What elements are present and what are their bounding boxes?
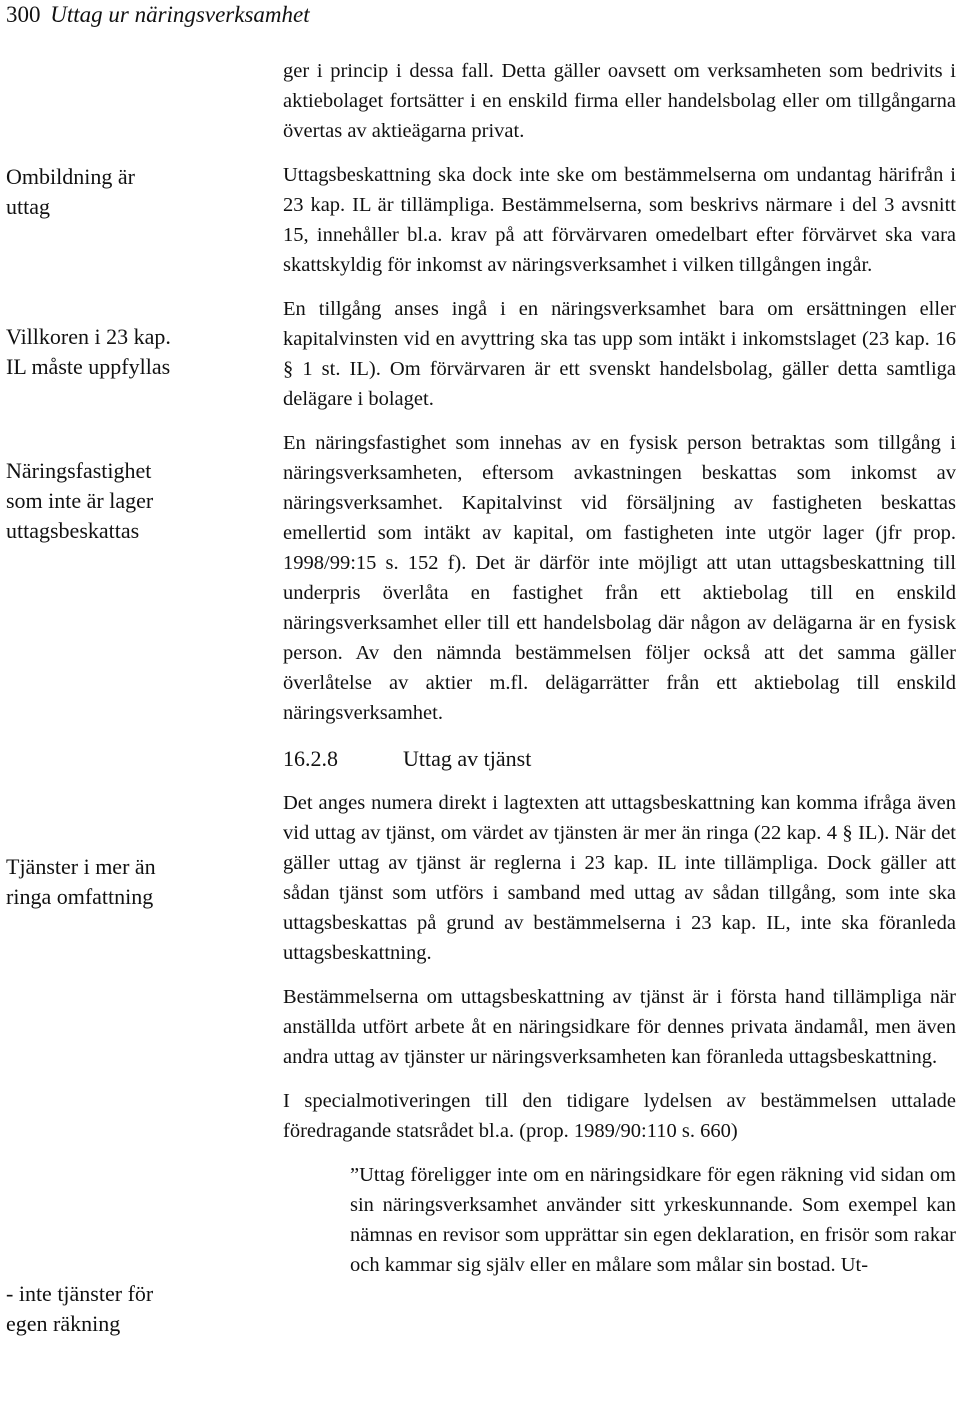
margin-note-line: egen räkning [6, 1311, 121, 1336]
margin-note-line: - inte tjänster för [6, 1281, 154, 1306]
margin-note-line: uttag [6, 194, 50, 219]
paragraph: ger i princip i dessa fall. Detta gäller oavsett om verksamheten som bedrivits i aktiebolaget fortsätter i en enskild firma eller handelsbolag eller om tillgångarna övertas av aktieägarna privat. [283, 60, 956, 142]
paragraph: Det anges numera direkt i lagtexten att uttagsbeskattning kan komma ifråga även vid uttag av tjänst, om värdet av tjänsten är mer än ringa (22 kap. 4 § IL). När det gäller uttag av tjänst är reglerna i 23 kap. IL inte tillämpliga. Dock gäller att sådan tjänst som utförs i samband med uttag av sådan tillgång, som inte ska uttagsbeskattas på grund av bestämmelserna i 23 kap. IL, inte ska föranleda uttagsbeskattning. [283, 792, 956, 964]
chapter-title: Uttag ur näringsverksamhet [50, 2, 310, 27]
margin-note-line: ringa omfattning [6, 884, 154, 909]
paragraph: I specialmotiveringen till den tidigare lydelsen av bestämmelsen uttalade föredragande statsrådet bl.a. (prop. 1989/90:110 s. 660) [283, 1090, 956, 1142]
margin-note-line: Tjänster i mer än [6, 854, 156, 879]
margin-note-egen-rakning [6, 1279, 256, 1339]
margin-note-tjanster [6, 852, 256, 912]
margin-note-line: Villkoren i 23 kap. [6, 324, 171, 349]
margin-note-line: uttagsbeskattas [6, 518, 140, 543]
margin-note-line: som inte är lager [6, 488, 154, 513]
margin-note-villkoren [6, 322, 256, 382]
page-header [6, 0, 310, 30]
margin-note-line: IL måste uppfyllas [6, 354, 171, 379]
paragraph: Uttagsbeskattning ska dock inte ske om bestämmelserna om undantag härifrån i 23 kap. IL är tillämpliga. Bestämmelserna, som beskrivs närmare i del 3 avsnitt 15, innehåller bl.a. krav på att förvärvaren omedelbart efter förvärvet ska vara skattskyldig för inkomst av näringsverksamhet i vilken tillgången ingår. [283, 164, 956, 276]
margin-note-ombildning [6, 162, 256, 222]
margin-note-naringsfastighet [6, 456, 256, 546]
page-number: 300 [6, 2, 41, 27]
paragraph: En näringsfastighet som innehas av en fysisk person betraktas som tillgång i näringsverksamheten, eftersom avkastningen beskattas som inkomst av näringsverksamhet. Kapitalvinst vid försäljning av fastigheten beskattas emellertid som intäkt av kapital, om fastigheten inte utgör lager (jfr prop. 1998/99:15 s. 152 f). Det är därför inte möjligt att utan uttagsbeskattning till underpris överlåta en fastighet från ett aktiebolag till en enskild näringsverksamhet eller till ett handelsbolag där någon av delägarna är en fysisk person. Av den nämnda bestämmelsen följer också att det samma gäller överlåtelse av aktier m.fl. delägarrätter från ett aktiebolag till enskild näringsverksamhet. [283, 432, 956, 724]
section-heading [283, 744, 956, 774]
paragraph: En tillgång anses ingå i en näringsverksamhet bara om ersättningen eller kapitalvinsten vid en avyttring ska tas upp som intäkt i inkomstslaget (23 kap. 16 § 1 st. IL). Om förvärvaren är ett svenskt handelsbolag, gäller detta samtliga delägare i bolaget. [283, 298, 956, 410]
section-title: Uttag av tjänst [403, 746, 532, 771]
block-quote: ”Uttag föreligger inte om en näringsidkare för egen räkning vid sidan om sin näringsverksamhet använder sitt yrkeskunnande. Som exempel kan nämnas en revisor som upprättar sin egen deklaration, en frisör som rakar och kammar sig själv eller en målare som målar sin bostad. Ut- [350, 1164, 956, 1276]
margin-note-line: Ombildning är [6, 164, 135, 189]
body-text [283, 56, 956, 1280]
paragraph: Bestämmelserna om uttagsbeskattning av tjänst är i första hand tillämpliga när anställda utfört arbete åt en näringsidkare för dennes privata ändamål, men även andra uttag av tjänster ur näringsverksamheten kan föranleda uttagsbeskattning. [283, 986, 956, 1068]
margin-note-line: Näringsfastighet [6, 458, 152, 483]
section-number: 16.2.8 [283, 746, 338, 771]
